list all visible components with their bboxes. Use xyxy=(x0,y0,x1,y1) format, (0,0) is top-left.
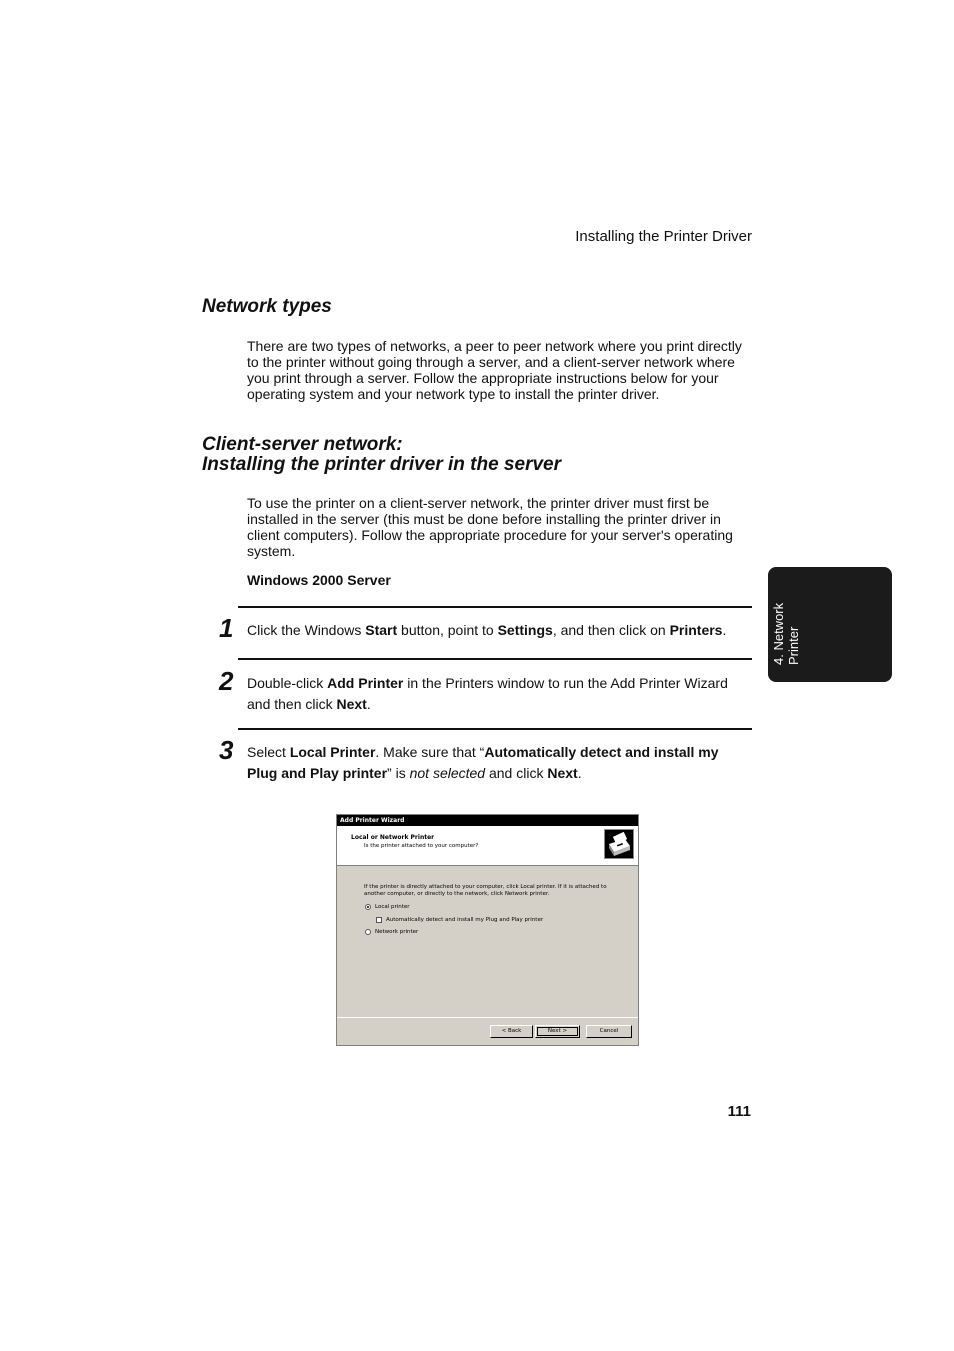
step-2-text: Double-click Add Printer in the Printers window to run the Add Printer Wizard and then click Next. xyxy=(247,675,728,712)
running-header: Installing the Printer Driver xyxy=(575,228,752,245)
chapter-side-tab-label xyxy=(771,603,801,665)
step-number: 3 xyxy=(219,735,234,765)
cancel-button[interactable]: Cancel xyxy=(586,1025,632,1038)
client-server-paragraph: To use the printer on a client-server network, the printer driver must first be installed in the server (this must be done before installing the printer driver in client computers). Follow the appropriate procedure for your server's operating system. xyxy=(247,495,733,559)
step-divider xyxy=(238,606,752,608)
section-title-network-types: Network types xyxy=(202,296,332,317)
printer-icon xyxy=(604,829,634,859)
network-types-paragraph: There are two types of networks, a peer to peer network where you print directly to the printer without going through a server, and a client-server network where you print through a server. Follow the appropriate instructions below for your operating system and your network type to install the printer driver. xyxy=(247,338,742,402)
step-divider xyxy=(238,728,752,730)
side-tab-line1: 4. Network xyxy=(771,602,786,665)
next-button[interactable]: Next > xyxy=(535,1025,580,1038)
os-subheading: Windows 2000 Server xyxy=(247,572,391,588)
dialog-footer-divider xyxy=(337,1017,638,1018)
step-divider xyxy=(238,658,752,660)
auto-detect-checkbox[interactable] xyxy=(376,917,543,923)
dialog-body xyxy=(337,866,638,1021)
dialog-subheading: Is the printer attached to your computer? xyxy=(364,843,479,849)
radio-unselected-icon xyxy=(365,929,371,935)
step-number: 2 xyxy=(219,666,234,696)
step-1-text: Click the Windows Start button, point to Settings, and then click on Printers. xyxy=(247,622,727,638)
side-tab-line2: Printer xyxy=(786,626,801,665)
page-number: 111 xyxy=(727,1103,751,1120)
checkbox-unchecked-icon xyxy=(376,917,382,923)
local-printer-radio[interactable] xyxy=(365,904,410,910)
dialog-heading: Local or Network Printer xyxy=(351,834,435,841)
auto-detect-label: Automatically detect and install my Plug and Play printer xyxy=(386,917,544,923)
step-3-text: Select Local Printer. Make sure that “Automatically detect and install my Plug and Play printer” is not selected and click Next. xyxy=(247,744,719,781)
dialog-instructions: If the printer is directly attached to your computer, click Local printer. If it is attached to another computer, or directly to the network, click Network printer. xyxy=(364,884,607,897)
network-printer-label: Network printer xyxy=(375,929,419,935)
section-title-client-server xyxy=(202,435,561,475)
dialog-titlebar: Add Printer Wizard xyxy=(337,815,638,826)
local-printer-label: Local printer xyxy=(375,904,410,910)
dialog-header xyxy=(337,826,638,866)
back-button[interactable]: < Back xyxy=(490,1025,533,1038)
section-title-line2: Installing the printer driver in the server xyxy=(202,454,561,475)
add-printer-wizard-screenshot xyxy=(336,814,639,1046)
step-number: 1 xyxy=(219,613,234,643)
radio-selected-icon xyxy=(365,904,371,910)
section-title-line1: Client-server network: xyxy=(202,434,403,455)
network-printer-radio[interactable] xyxy=(365,929,418,935)
